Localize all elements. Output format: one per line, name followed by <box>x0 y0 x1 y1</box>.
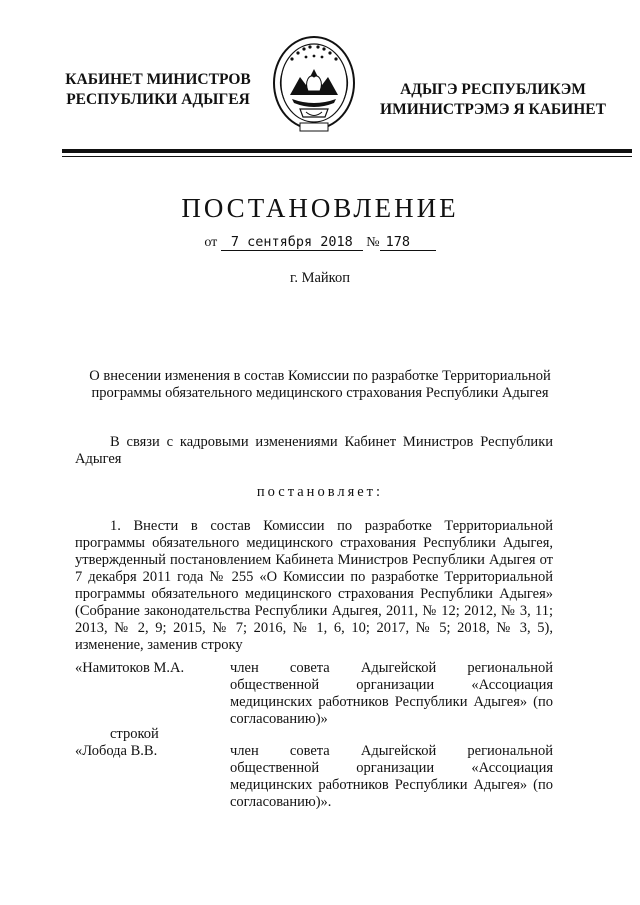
header-rule-thin <box>62 156 632 157</box>
date-number-line <box>0 234 640 251</box>
document-title: ПОСТАНОВЛЕНИЕ <box>181 193 459 223</box>
coat-of-arms-icon <box>270 33 358 141</box>
replacement-description: член совета Адыгейской региональной общественной организации «Ассоциация медицинских работников Республики Адыгея» (по согласованию)». <box>230 743 553 810</box>
document-number: 178 <box>380 234 436 251</box>
decree-word: постановляет: <box>256 484 384 500</box>
date-prefix: от <box>204 235 218 250</box>
header-right <box>378 80 608 120</box>
document-subject: О внесении изменения в состав Комиссии по разработке Территориальной программы обязательного медицинского страхования Республики Адыгея <box>89 368 551 401</box>
header-right-line2: ИМИНИСТРЭМЭ Я КАБИНЕТ <box>380 101 606 118</box>
header-left-line2: РЕСПУБЛИКИ АДЫГЕЯ <box>66 91 250 108</box>
main-paragraph: 1. Внести в состав Комиссии по разработке Территориальной программы обязательного медицинского страхования Республики Адыгея, утвержденный постановлением Кабинета Министров Республики Адыгея от 7 декабря 2011 года № 255 «О Комиссии по разработке Территориальной программы обязательного медицинского страхования Республики Адыгея» (Собрание законодательства Республики Адыгея, 2011, № 12; 2012, № 3, 11; 2013, № 2, 9; 2015, № 7; 2016, № 1, 6, 10; 2017, № 5; 2018, № 3, 5), изменение, заменив строку <box>75 518 553 653</box>
number-label: № <box>366 235 380 250</box>
intro-paragraph: В связи с кадровыми изменениями Кабинет Министров Республики Адыгея <box>75 434 553 467</box>
document-date: 7 сентября 2018 <box>221 234 363 251</box>
header-right-line1: АДЫГЭ РЕСПУБЛИКЭМ <box>400 81 586 98</box>
header-left-line1: КАБИНЕТ МИНИСТРОВ <box>65 71 251 88</box>
replacement-name: «Лобода В.В. <box>75 743 158 759</box>
city-line: г. Майкоп <box>290 270 350 286</box>
header-rule-thick <box>62 149 632 153</box>
replaced-description: член совета Адыгейской региональной общественной организации «Ассоциация медицинских работников Республики Адыгея» (по согласованию)» <box>230 660 553 727</box>
header-left <box>58 70 258 110</box>
replace-word: строкой <box>110 726 159 742</box>
replaced-name: «Намитоков М.А. <box>75 660 185 676</box>
